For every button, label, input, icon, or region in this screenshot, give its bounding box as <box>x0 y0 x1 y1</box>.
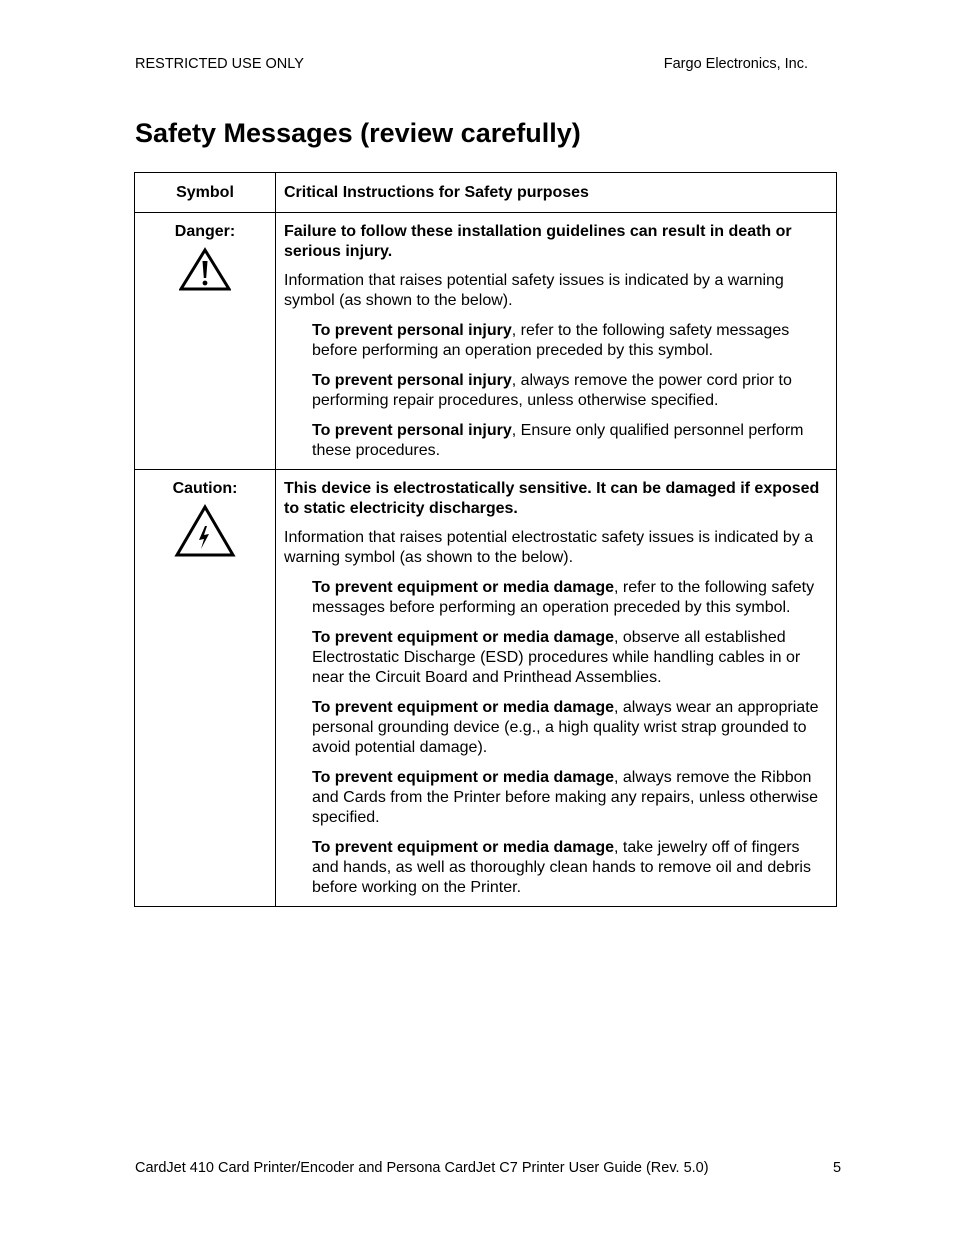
caution-item: To prevent equipment or media damage, observe all established Electrostatic Discharge (ESD) procedures while handling cables in or near the Circuit Board and Printhead Assemblies. <box>312 629 801 686</box>
caution-item: To prevent equipment or media damage, always wear an appropriate personal grounding device (e.g., a high quality wrist strap grounded to avoid potential damage). <box>312 699 819 756</box>
page-number: 5 <box>833 1160 842 1176</box>
caution-symbol-cell <box>135 470 276 907</box>
warning-triangle-icon <box>179 247 231 293</box>
header-right: Fargo Electronics, Inc. <box>663 56 808 72</box>
danger-info: Information that raises potential safety issues is indicated by a warning symbol (as shown to the below). <box>284 272 784 309</box>
danger-instructions-cell <box>276 213 837 470</box>
table-header-row <box>135 173 837 213</box>
danger-label: Danger: <box>174 223 236 240</box>
page-title: Safety Messages (review carefully) <box>135 118 581 148</box>
column-header-symbol: Symbol <box>135 173 276 213</box>
table-row-danger <box>135 213 837 470</box>
table-row-caution <box>135 470 837 907</box>
caution-label: Caution: <box>172 480 238 497</box>
danger-item: To prevent personal injury, always remove the power cord prior to performing repair procedures, unless otherwise specified. <box>312 372 792 409</box>
caution-item: To prevent equipment or media damage, always remove the Ribbon and Cards from the Printer before making any repairs, unless otherwise specified. <box>312 769 819 826</box>
caution-lead: This device is electrostatically sensitive. It can be damaged if exposed to static electricity discharges. <box>284 480 820 517</box>
caution-item: To prevent equipment or media damage, take jewelry off of fingers and hands, as well as thoroughly clean hands to remove oil and debris before working on the Printer. <box>312 839 811 896</box>
header-left: RESTRICTED USE ONLY <box>135 56 304 72</box>
footer-title: CardJet 410 Card Printer/Encoder and Persona CardJet C7 Printer User Guide (Rev. 5.0) <box>135 1160 709 1176</box>
danger-symbol-cell <box>135 213 276 470</box>
caution-instructions-cell <box>276 470 837 907</box>
column-header-instructions: Critical Instructions for Safety purposes <box>276 173 837 213</box>
caution-item: To prevent equipment or media damage, refer to the following safety messages before performing an operation preceded by this symbol. <box>312 579 815 616</box>
electrostatic-warning-icon <box>174 504 236 558</box>
danger-item: To prevent personal injury, refer to the following safety messages before performing an operation preceded by this symbol. <box>312 322 790 359</box>
danger-item: To prevent personal injury, Ensure only qualified personnel perform these procedures. <box>312 422 804 459</box>
safety-table <box>134 172 837 907</box>
caution-info: Information that raises potential electrostatic safety issues is indicated by a warning symbol (as shown to the below). <box>284 529 814 566</box>
danger-lead: Failure to follow these installation guidelines can result in death or serious injury. <box>284 223 792 260</box>
